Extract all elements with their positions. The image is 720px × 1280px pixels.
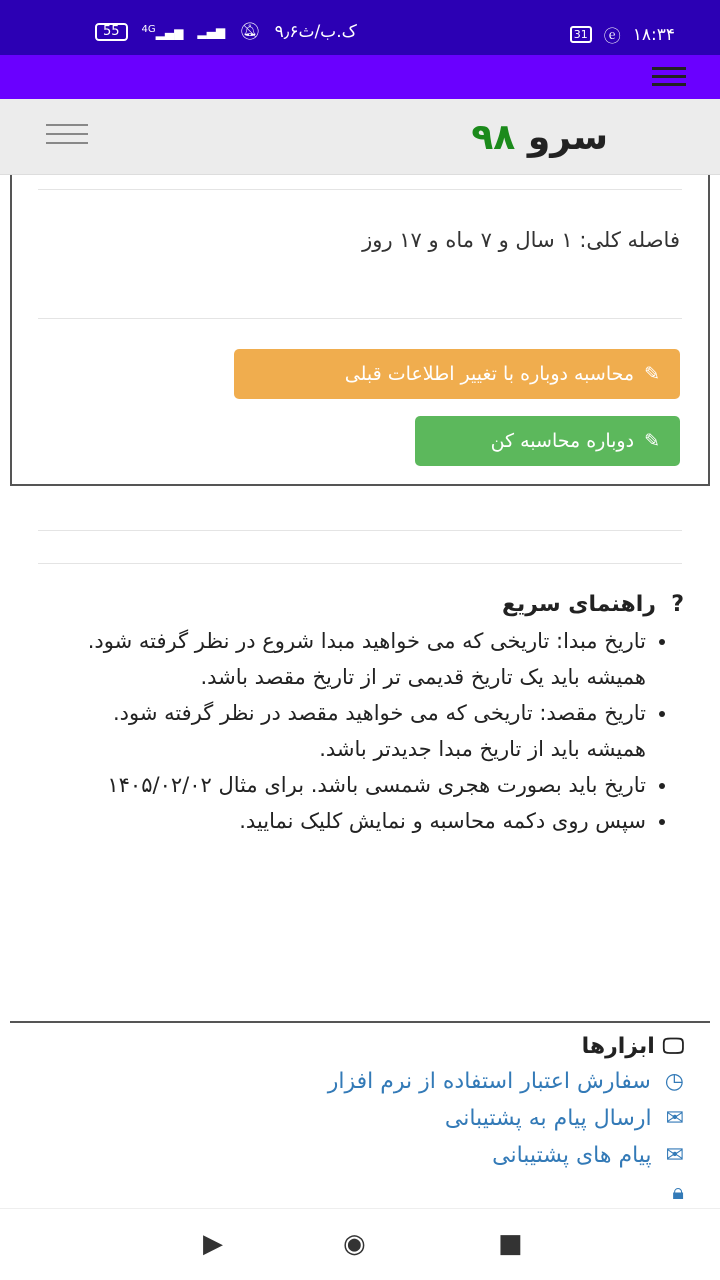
divider bbox=[10, 1021, 710, 1023]
tools-title: ابزارها bbox=[581, 1034, 655, 1059]
envelope-outline-icon: ✉︎ bbox=[665, 1143, 684, 1168]
app-bar bbox=[0, 55, 720, 99]
button-label: دوباره محاسبه کن bbox=[490, 430, 635, 452]
guide-item: • تاریخ باید بصورت هجری شمسی باشد. برای مثال ۱۴۰۵/۰۲/۰۲ bbox=[54, 767, 646, 803]
system-nav-bar bbox=[0, 1208, 720, 1280]
signal-icon: $^{4G}$▂▄▆ bbox=[141, 24, 184, 40]
support-messages-link[interactable] bbox=[44, 1137, 684, 1174]
recalculate-button[interactable] bbox=[415, 416, 680, 466]
link-label: سفارش اعتبار استفاده از نرم افزار bbox=[327, 1069, 651, 1094]
divider bbox=[38, 189, 682, 190]
menu-icon[interactable] bbox=[652, 67, 686, 91]
lock-link[interactable] bbox=[44, 1174, 684, 1211]
recents-icon[interactable]: ■ bbox=[498, 1229, 523, 1259]
app-icon: ⓔ bbox=[603, 27, 621, 47]
back-icon[interactable]: ▶ bbox=[203, 1229, 223, 1259]
signal-icon: ▂▄▆ bbox=[197, 25, 226, 39]
clock-icon: ◷ bbox=[664, 1069, 684, 1094]
brand-name: سرو bbox=[527, 117, 608, 158]
calendar-icon: 31 bbox=[570, 26, 592, 43]
pencil-icon: ✎ bbox=[644, 363, 660, 385]
clock: ۱۸:۳۴ bbox=[632, 24, 675, 45]
tools-section bbox=[44, 1034, 684, 1211]
question-icon: ? bbox=[671, 592, 684, 617]
network-type: 4G bbox=[141, 24, 156, 35]
guide-title: راهنمای سریع bbox=[502, 592, 656, 617]
pencil-icon: ✎ bbox=[644, 430, 660, 452]
status-bar bbox=[0, 0, 720, 55]
brand-number: ۹۸ bbox=[471, 117, 516, 158]
recalculate-with-edit-button[interactable] bbox=[234, 349, 680, 399]
guide-item: • سپس روی دکمه محاسبه و نمایش کلیک نمایید. bbox=[54, 803, 646, 839]
link-label: ارسال پیام به پشتیبانی bbox=[444, 1106, 652, 1131]
button-label: محاسبه دوباره با تغییر اطلاعات قبلی bbox=[344, 363, 635, 385]
divider bbox=[38, 563, 682, 564]
quick-guide bbox=[54, 592, 684, 839]
order-credit-link[interactable] bbox=[44, 1063, 684, 1100]
total-distance: فاصله کلی: ۱ سال و ۷ ماه و ۱۷ روز bbox=[362, 228, 680, 252]
link-label: پیام های پشتیبانی bbox=[492, 1143, 652, 1168]
lock-icon: 🔒︎ bbox=[672, 1180, 684, 1205]
guide-item: • تاریخ مبدا: تاریخی که می خواهید مبدا شروع در نظر گرفته شود. همیشه باید یک تاریخ قدیمی تر از تاریخ مقصد باشد. bbox=[54, 623, 646, 695]
divider bbox=[38, 318, 682, 319]
navbar-toggle-icon[interactable] bbox=[46, 124, 88, 151]
monitor-icon: 🖵︎ bbox=[662, 1034, 684, 1059]
home-icon[interactable]: ◉ bbox=[343, 1229, 366, 1259]
network-speed: ۹٫۶ک.ب/ث bbox=[274, 22, 357, 42]
envelope-icon: ✉ bbox=[665, 1106, 684, 1131]
send-message-link[interactable] bbox=[44, 1100, 684, 1137]
site-navbar bbox=[0, 99, 720, 175]
guide-item: • تاریخ مقصد: تاریخی که می خواهید مقصد در نظر گرفته شود. همیشه باید از تاریخ مبدا جدیدتر باشد. bbox=[54, 695, 646, 767]
battery-indicator: 55 bbox=[95, 23, 128, 41]
site-logo[interactable] bbox=[471, 117, 608, 158]
divider bbox=[38, 530, 682, 531]
bell-off-icon: 🔕︎ bbox=[239, 22, 261, 42]
